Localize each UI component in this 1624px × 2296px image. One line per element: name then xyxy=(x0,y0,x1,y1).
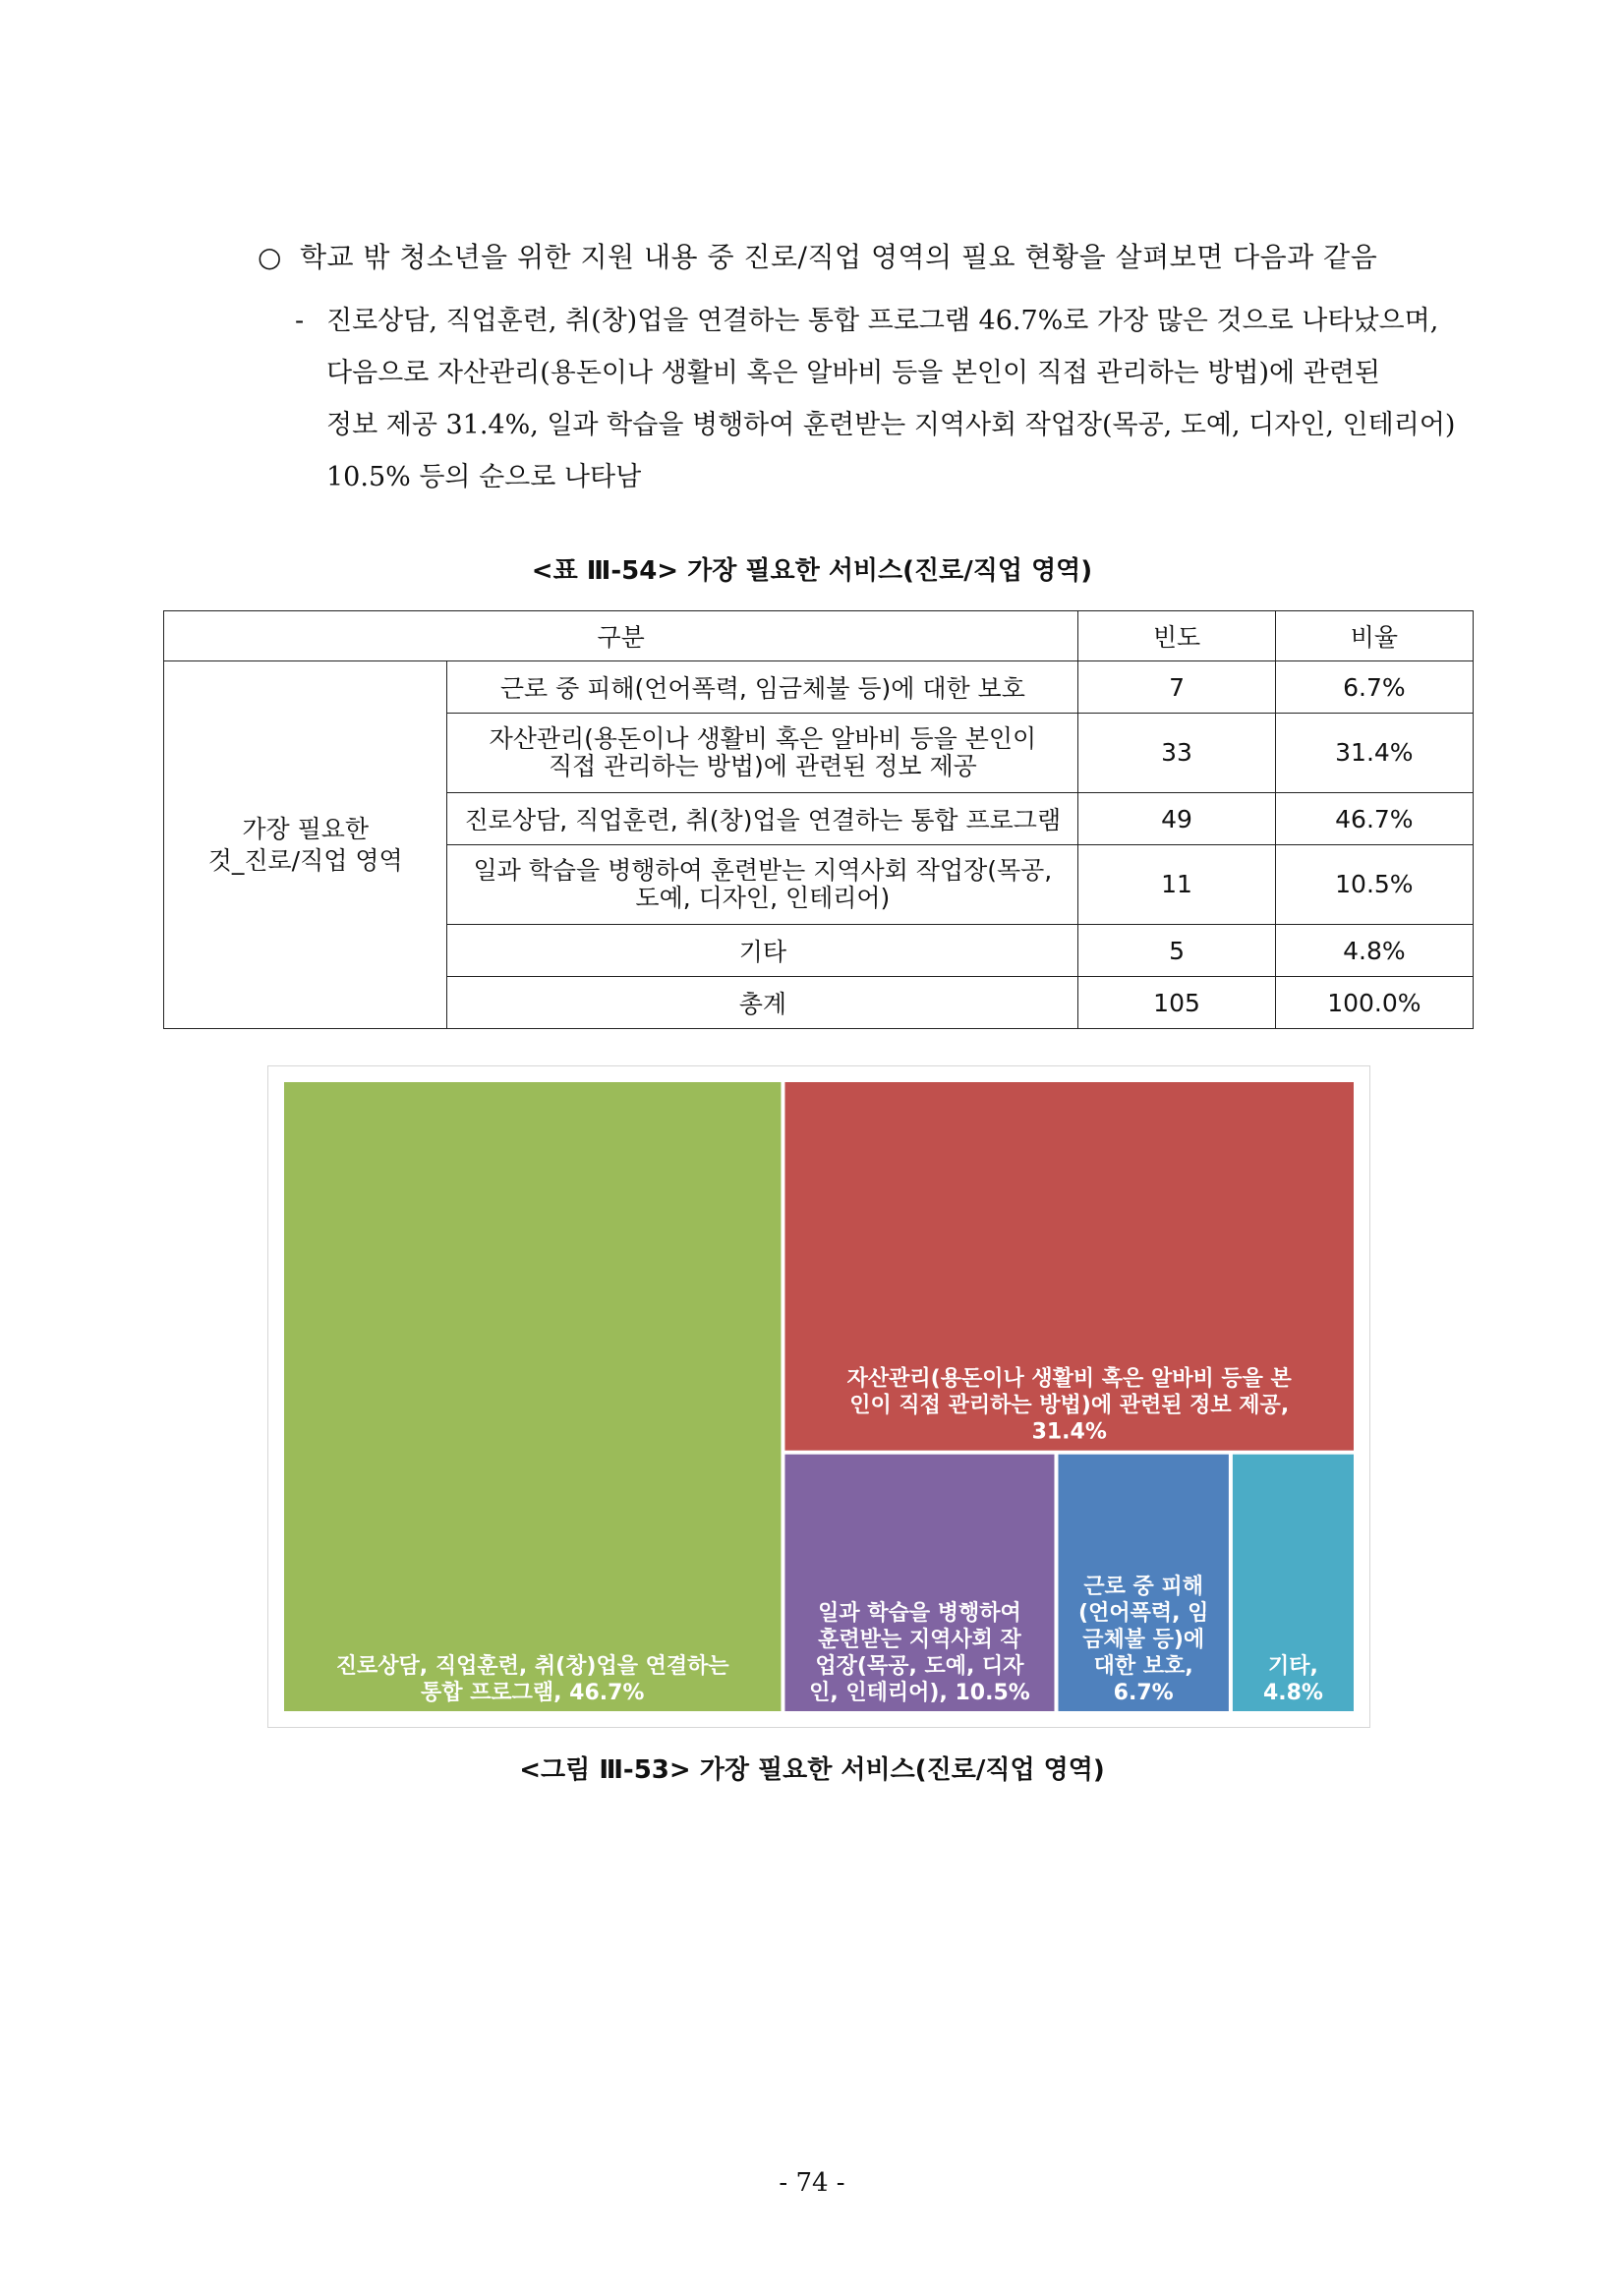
item-cell xyxy=(447,661,1078,714)
dash-bullet: - xyxy=(295,306,305,336)
group-label-line: 가장 필요한 xyxy=(242,814,370,843)
group-label-line: 것_진로/직업 영역 xyxy=(207,845,403,875)
treemap-tile xyxy=(1233,1455,1354,1711)
intro-bullet xyxy=(258,236,1477,275)
detail-line: 진로상담, 직업훈련, 취(창)업을 연결하는 통합 프로그램 46.7%로 가장 많은 것으로 나타났으며, xyxy=(326,306,1439,336)
header-category: 구분 xyxy=(164,611,1078,661)
total-label-cell: 총계 xyxy=(447,977,1078,1029)
detail-paragraph xyxy=(295,295,1475,492)
page-number: - 74 - xyxy=(779,2168,845,2198)
header-ratio: 비율 xyxy=(1275,611,1473,661)
treemap-tile-label: 31.4% xyxy=(1031,1419,1107,1445)
treemap-chart xyxy=(282,1080,1356,1713)
treemap-tile-label: 인이 직접 관리하는 방법)에 관련된 정보 제공, xyxy=(849,1393,1290,1418)
treemap-tile xyxy=(284,1082,781,1711)
ratio-cell: 31.4% xyxy=(1275,714,1473,793)
treemap-tile-label: 인, 인테리어), 10.5% xyxy=(809,1681,1030,1705)
item-cell xyxy=(447,793,1078,845)
treemap-tile-label: 6.7% xyxy=(1113,1681,1174,1705)
item-line: 직접 관리하는 방법)에 관련된 정보 제공 xyxy=(548,752,977,780)
treemap-tile-label: 대한 보호, xyxy=(1093,1654,1193,1679)
frequency-cell: 5 xyxy=(1078,925,1275,977)
table-header-row xyxy=(164,611,1474,661)
treemap-tile xyxy=(1058,1455,1228,1711)
treemap-tile-label: 훈련받는 지역사회 작 xyxy=(818,1628,1021,1652)
treemap-tile xyxy=(784,1455,1054,1711)
circle-bullet-icon: ○ xyxy=(258,241,282,273)
item-line: 근로 중 피해(언어폭력, 임금체불 등)에 대한 보호 xyxy=(499,674,1025,703)
treemap-tile-label: 금체불 등)에 xyxy=(1082,1628,1205,1652)
treemap-tile-label: 근로 중 피해 xyxy=(1083,1575,1203,1599)
treemap-tile-label: 기타, xyxy=(1268,1654,1318,1679)
treemap-tile-label: 업장(목공, 도예, 디자 xyxy=(815,1654,1024,1679)
figure-caption: <그림 Ⅲ-53> 가장 필요한 서비스(진로/직업 영역) xyxy=(519,1755,1105,1785)
item-line: 도예, 디자인, 인테리어) xyxy=(635,884,891,912)
treemap-tile-rect xyxy=(284,1082,781,1711)
item-line: 자산관리(용돈이나 생활비 혹은 알바비 등을 본인이 xyxy=(489,724,1037,753)
detail-line: 다음으로 자산관리(용돈이나 생활비 혹은 알바비 등을 본인이 직접 관리하는 방법)에 관련된 xyxy=(326,358,1380,388)
item-cell xyxy=(447,714,1078,793)
treemap-tile-label: 일과 학습을 병행하여 xyxy=(818,1601,1021,1626)
treemap-tile-label: 진로상담, 직업훈련, 취(창)업을 연결하는 xyxy=(335,1654,729,1679)
frequency-cell: 7 xyxy=(1078,661,1275,714)
ratio-cell: 6.7% xyxy=(1275,661,1473,714)
frequency-cell: 33 xyxy=(1078,714,1275,793)
service-table xyxy=(163,610,1474,1029)
treemap-tile-label: (언어폭력, 임 xyxy=(1078,1601,1209,1626)
treemap-tile-label: 자산관리(용돈이나 생활비 혹은 알바비 등을 본 xyxy=(846,1366,1292,1392)
treemap-figure xyxy=(267,1065,1370,1728)
item-cell xyxy=(447,925,1078,977)
detail-line: 정보 제공 31.4%, 일과 학습을 병행하여 훈련받는 지역사회 작업장(목공, 도예, 디자인, 인테리어) xyxy=(326,410,1456,440)
treemap-tile-label: 통합 프로그램, 46.7% xyxy=(420,1681,645,1705)
frequency-cell: 11 xyxy=(1078,845,1275,925)
treemap-tile-label: 4.8% xyxy=(1262,1681,1323,1705)
item-cell xyxy=(447,845,1078,925)
item-line: 일과 학습을 병행하여 훈련받는 지역사회 작업장(목공, xyxy=(473,856,1053,885)
item-line: 기타 xyxy=(738,938,787,966)
intro-text: 학교 밖 청소년을 위한 지원 내용 중 진로/직업 영역의 필요 현황을 살펴보면 다음과 같음 xyxy=(299,241,1378,273)
total-ratio-cell: 100.0% xyxy=(1275,977,1473,1029)
frequency-cell: 49 xyxy=(1078,793,1275,845)
detail-line: 10.5% 등의 순으로 나타남 xyxy=(326,462,642,492)
total-frequency-cell: 105 xyxy=(1078,977,1275,1029)
header-frequency: 빈도 xyxy=(1078,611,1275,661)
ratio-cell: 4.8% xyxy=(1275,925,1473,977)
table-caption: <표 Ⅲ-54> 가장 필요한 서비스(진로/직업 영역) xyxy=(531,556,1093,586)
ratio-cell: 46.7% xyxy=(1275,793,1473,845)
table-row xyxy=(164,661,1474,714)
group-label-cell xyxy=(164,661,447,1029)
ratio-cell: 10.5% xyxy=(1275,845,1473,925)
treemap-tile xyxy=(784,1082,1354,1451)
item-line: 진로상담, 직업훈련, 취(창)업을 연결하는 통합 프로그램 xyxy=(464,806,1062,834)
